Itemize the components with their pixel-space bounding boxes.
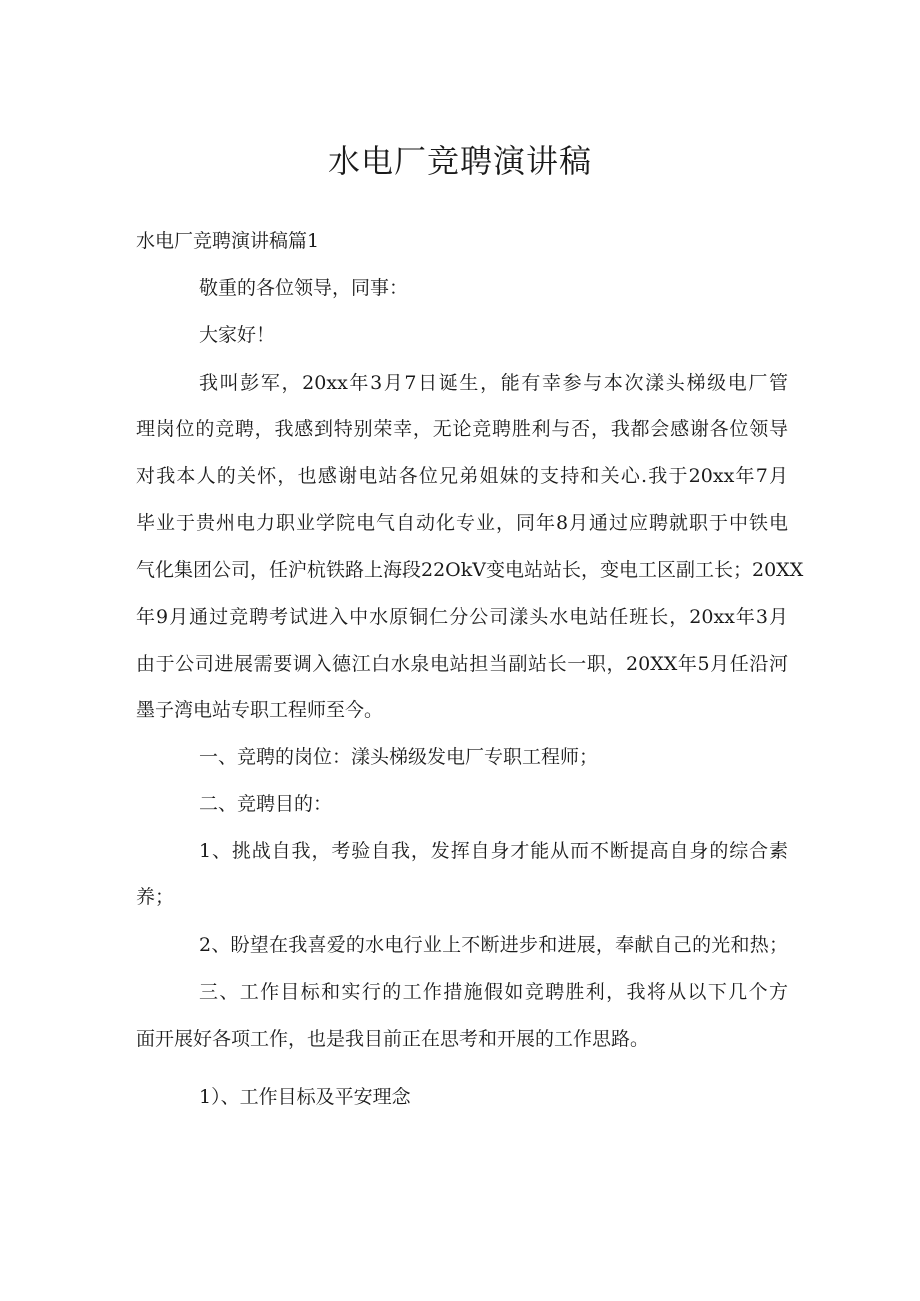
section-3-line-1: 三、工作目标和实行的工作措施假如竞聘胜利，我将从以下几个方 xyxy=(199,981,788,1003)
intro-line-5: 气化集团公司，任沪杭铁路上海段22OkV变电站站长，变电工区副工长；20XX xyxy=(136,559,804,581)
document-subtitle: 水电厂竞聘演讲稿篇1 xyxy=(136,230,320,252)
intro-line-8: 墨子湾电站专职工程师至今。 xyxy=(136,699,384,721)
intro-line-3: 对我本人的关怀，也感谢电站各位兄弟姐妹的支持和关心.我于20xx年7月 xyxy=(136,465,788,487)
hello-paragraph: 大家好！ xyxy=(199,324,276,346)
section-2-heading: 二、竞聘目的： xyxy=(199,793,333,815)
item-1-line-2: 养； xyxy=(136,886,175,908)
subsection-1-heading: 1）、工作目标及平安理念 xyxy=(199,1086,411,1108)
intro-line-6: 年9月通过竞聘考试进入中水原铜仁分公司漾头水电站任班长，20xx年3月 xyxy=(136,606,788,628)
section-3-line-2: 面开展好各项工作，也是我目前正在思考和开展的工作思路。 xyxy=(136,1028,650,1050)
item-2-paragraph: 2、盼望在我喜爱的水电行业上不断进步和进展，奉献自己的光和热； xyxy=(199,934,788,956)
document-title: 水电厂竞聘演讲稿 xyxy=(327,142,592,180)
section-1-heading: 一、竞聘的岗位：漾头梯级发电厂专职工程师； xyxy=(199,746,599,768)
greeting-paragraph: 敬重的各位领导，同事： xyxy=(199,277,409,299)
intro-line-1: 我叫彭军，20xx年3月7日诞生，能有幸参与本次漾头梯级电厂管 xyxy=(199,372,788,394)
intro-line-2: 理岗位的竞聘，我感到特别荣幸，无论竞聘胜利与否，我都会感谢各位领导 xyxy=(136,418,788,440)
intro-line-4: 毕业于贵州电力职业学院电气自动化专业，同年8月通过应聘就职于中铁电 xyxy=(136,512,788,534)
item-1-line-1: 1、挑战自我，考验自我，发挥自身才能从而不断提高自身的综合素 xyxy=(199,840,788,862)
intro-line-7: 由于公司进展需要调入德江白水泉电站担当副站长一职，20XX年5月任沿河 xyxy=(136,653,788,675)
